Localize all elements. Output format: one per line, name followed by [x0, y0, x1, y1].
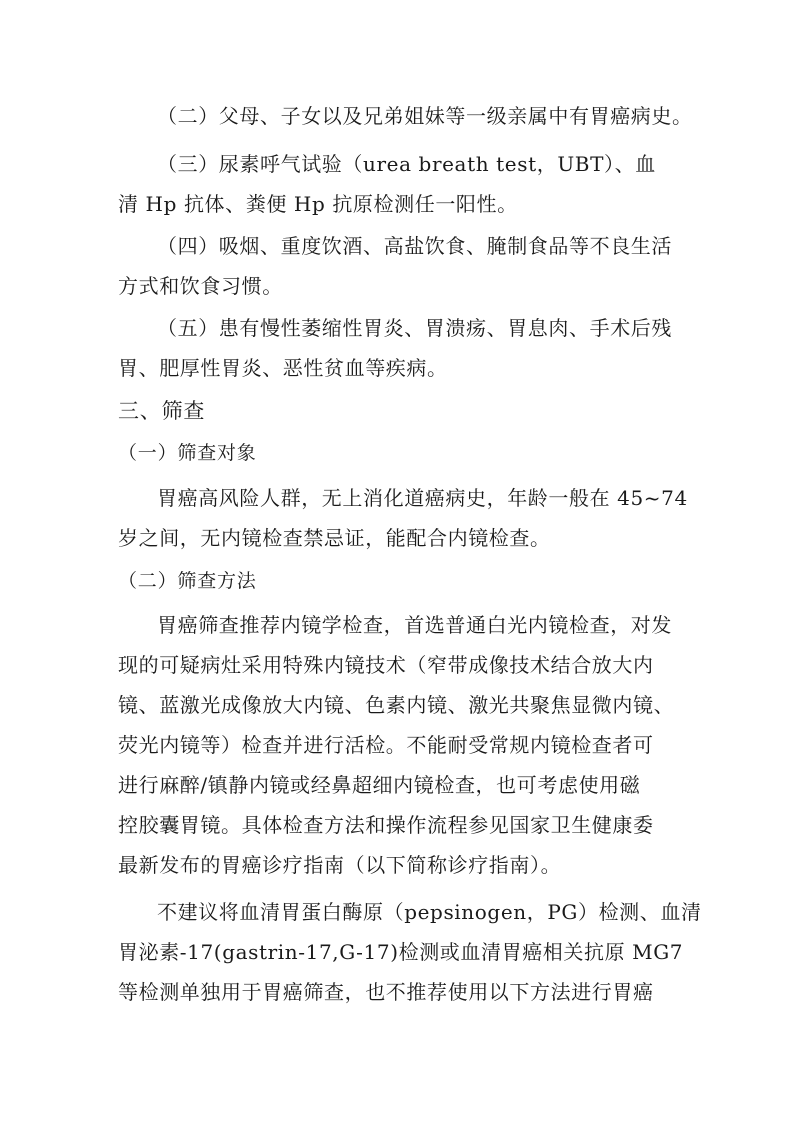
subheading-screening-method: （二）筛查方法	[118, 570, 257, 592]
recommendation-paragraph-line-2: 胃泌素-17(gastrin-17,G-17)检测或血清胃癌相关抗原 MG7	[118, 940, 684, 964]
risk-item-5-line-1: （五）患有慢性萎缩性胃炎、胃溃疡、胃息肉、手术后残	[157, 316, 672, 340]
risk-item-5-line-2: 胃、肥厚性胃炎、恶性贫血等疾病。	[118, 356, 448, 380]
method-paragraph-line-5: 进行麻醉/镇静内镜或经鼻超细内镜检查，也可考虑使用磁	[118, 773, 641, 797]
target-paragraph-line-2: 岁之间，无内镜检查禁忌证，能配合内镜检查。	[118, 526, 551, 550]
method-paragraph-line-1: 胃癌筛查推荐内镜学检查，首选普通白光内镜检查，对发	[157, 613, 672, 637]
method-paragraph-line-6: 控胶囊胃镜。具体检查方法和操作流程参见国家卫生健康委	[118, 813, 654, 837]
method-paragraph-line-7: 最新发布的胃癌诊疗指南（以下简称诊疗指南）。	[118, 853, 562, 877]
method-paragraph-line-3: 镜、蓝激光成像放大内镜、色素内镜、激光共聚焦显微内镜、	[118, 693, 675, 717]
method-paragraph-line-2: 现的可疑病灶采用特殊内镜技术（窄带成像技术结合放大内	[118, 653, 654, 677]
recommendation-paragraph-line-3: 等检测单独用于胃癌筛查，也不推荐使用以下方法进行胃癌	[118, 980, 654, 1004]
method-paragraph-line-4: 荧光内镜等）检查并进行活检。不能耐受常规内镜检查者可	[118, 733, 654, 757]
recommendation-paragraph-line-1: 不建议将血清胃蛋白酶原（pepsinogen，PG）检测、血清	[157, 900, 702, 924]
risk-item-2: （二）父母、子女以及兄弟姐妹等一级亲属中有胃癌病史。	[157, 104, 693, 128]
subheading-screening-target: （一）筛查对象	[118, 442, 257, 464]
risk-item-3-line-2: 清 Hp 抗体、粪便 Hp 抗原检测任一阳性。	[118, 192, 518, 216]
risk-item-4-line-1: （四）吸烟、重度饮酒、高盐饮食、腌制食品等不良生活	[157, 234, 672, 258]
section-heading-screening: 三、筛查	[118, 399, 206, 423]
risk-item-4-line-2: 方式和饮食习惯。	[118, 274, 283, 298]
target-paragraph-line-1: 胃癌高风险人群，无上消化道癌病史，年龄一般在 45~74	[157, 486, 688, 510]
risk-item-3-line-1: （三）尿素呼气试验（urea breath test，UBT）、血	[157, 152, 656, 176]
